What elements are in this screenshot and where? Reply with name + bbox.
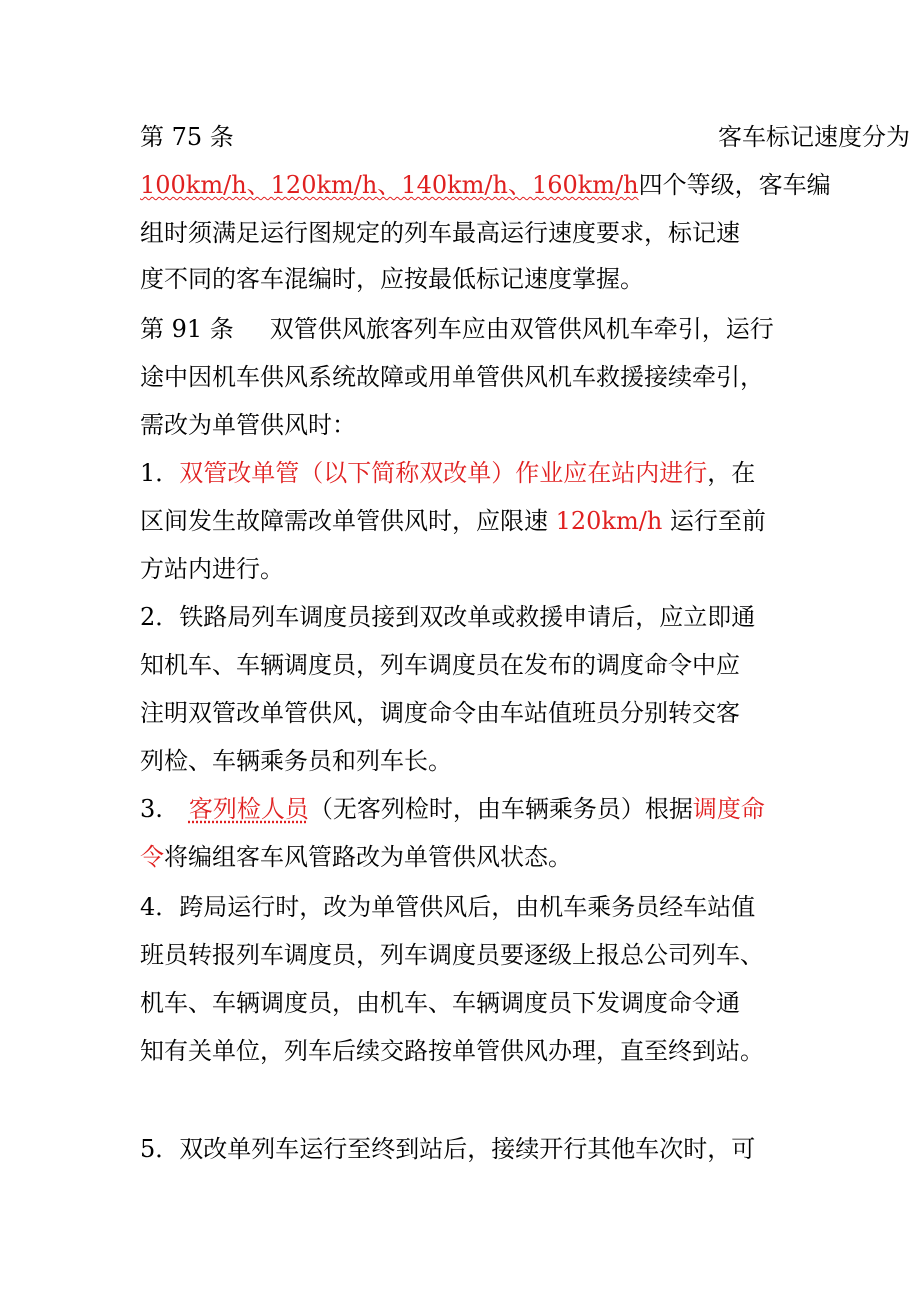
item2-line-1: 2．铁路局列车调度员接到双改单或救援申请后，应立即通 [140, 603, 756, 631]
item4-line-3: 机车、车辆调度员，由机车、车辆调度员下发调度命令通 [140, 989, 740, 1017]
art91-line-3: 需改为单管供风时： [140, 411, 356, 439]
item3-mid: （无客列检时，由车辆乘务员）根据 [308, 795, 693, 823]
item1-speed-limit: 120km/h [555, 507, 663, 535]
item3-inspector: 客列检人员 [188, 795, 309, 823]
art75-l2-tail: 四个等级，客车编 [638, 171, 831, 199]
item4-line-2: 班员转报列车调度员，列车调度员要逐级上报总公司列车、 [140, 941, 764, 969]
item5-line-1: 5．双改单列车运行至终到站后，接续开行其他车次时，可 [140, 1135, 756, 1163]
item1-l2-pre: 区间发生故障需改单管供风时，应限速 [140, 507, 556, 535]
item1-tail: ，在 [707, 459, 756, 487]
item2-line-2: 知机车、车辆调度员，列车调度员在发布的调度命令中应 [140, 651, 740, 679]
item1-line-2 [140, 504, 766, 538]
art75-line-1 [140, 120, 910, 154]
art75-line-3: 组时须满足运行图规定的列车最高运行速度要求，标记速 [140, 219, 740, 247]
art75-intro: 客车标记速度分为 [718, 123, 910, 151]
item1-l2-post: 运行至前 [662, 507, 766, 535]
item1-line-1 [140, 456, 755, 490]
item2-line-4: 列检、车辆乘务员和列车长。 [140, 747, 452, 775]
item4-line-4: 知有关单位，列车后续交路按单管供风办理，直至终到站。 [140, 1037, 764, 1065]
art91-number: 第 91 条 [140, 315, 234, 343]
art91-line-1 [140, 312, 774, 346]
art75-line-4: 度不同的客车混编时，应按最低标记速度掌握。 [140, 265, 644, 293]
speed-grades: 100km/h、120km/h、140km/h、160km/h [140, 171, 639, 199]
art75-number: 第 75 条 [140, 123, 234, 151]
item2-line-3: 注明双管改单管供风，调度命令由车站值班员分别转交客 [140, 699, 740, 727]
item1-line-3: 方站内进行。 [140, 555, 284, 583]
item3-l2-tail: 将编组客车风管路改为单管供风状态。 [164, 843, 572, 871]
item3-line-1 [140, 792, 765, 826]
item1-number: 1． [140, 459, 180, 487]
item1-highlight: 双管改单管（以下简称双改单）作业应在站内进行 [179, 459, 708, 487]
art91-line-2: 途中因机车供风系统故障或用单管供风机车救援接续牵引， [140, 363, 764, 391]
item4-line-1: 4．跨局运行时，改为单管供风后，由机车乘务员经车站值 [140, 893, 756, 921]
art75-line-2 [140, 168, 831, 202]
item3-line-2 [140, 840, 572, 874]
item3-dispatch-order-end: 令 [140, 843, 164, 871]
art91-l1-text: 双管供风旅客列车应由双管供风机车牵引，运行 [269, 315, 774, 343]
item3-number: 3. [140, 795, 163, 823]
item3-dispatch-order: 调度命 [692, 795, 765, 823]
